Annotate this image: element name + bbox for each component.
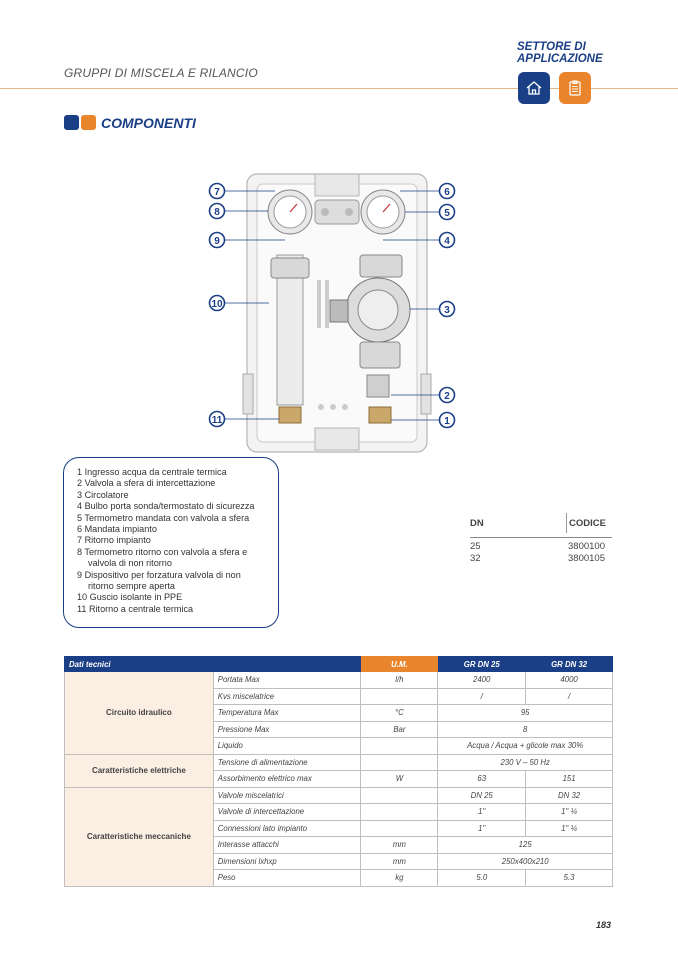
row-um [361,688,438,705]
row-value: 250x400x210 [438,853,613,870]
row-value-dn32: 1" ¼ [526,804,613,821]
row-value-dn32: 1" ¼ [526,820,613,837]
dn-header: DN [470,517,484,529]
legend-item: 8 Termometro ritorno con valvola a sfera e [77,546,248,557]
row-value-dn32: 151 [526,771,613,788]
callout-8 [210,204,225,219]
section-marker-blue [64,115,79,130]
row-value-dn25: 63 [438,771,526,788]
row-label: Liquido [213,738,361,755]
row-label: Interasse attacchi [213,837,361,854]
row-value: Acqua / Acqua + glicole max 30% [438,738,613,755]
codice-header: CODICE [566,513,606,533]
callout-7 [210,184,225,199]
row-value-dn32: / [526,688,613,705]
row-label: Tensione di alimentazione [213,754,361,771]
row-label: Portata Max [213,672,361,689]
svg-text:5: 5 [444,208,450,219]
dn-value: 32 [470,553,481,564]
row-value: 95 [438,705,613,722]
row-label: Connessioni lato impianto [213,820,361,837]
row-value-dn25: 1" [438,820,526,837]
row-um: kg [361,870,438,887]
svg-text:6: 6 [444,187,450,198]
settore-label [517,41,603,65]
header-gr-dn25: GR DN 25 [438,657,526,672]
svg-text:1: 1 [444,416,450,427]
row-um: W [361,771,438,788]
row-value-dn25: 1" [438,804,526,821]
row-value: 8 [438,721,613,738]
table-header-row [65,657,613,672]
svg-text:4: 4 [444,236,450,247]
row-value: 230 V – 50 Hz [438,754,613,771]
product-diagram [205,170,470,460]
row-um [361,804,438,821]
section-header-title: GRUPPI DI MISCELA E RILANCIO [64,66,258,80]
table-row [470,541,612,553]
svg-text:8: 8 [214,207,220,218]
row-um: Bar [361,721,438,738]
row-label: Valvole miscelatrici [213,787,361,804]
category-caratteristiche-elettriche: Caratteristiche elettriche [65,754,214,787]
svg-text:9: 9 [214,236,220,247]
callout-4 [440,233,455,248]
row-label: Temperatura Max [213,705,361,722]
callout-10 [210,296,225,311]
row-um: mm [361,837,438,854]
row-label: Peso [213,870,361,887]
legend-item: 4 Bulbo porta sonda/termostato di sicurezza [77,501,255,512]
legend-item: 9 Dispositivo per forzatura valvola di non [77,569,241,580]
legend-item: 2 Valvola a sfera di intercettazione [77,478,216,489]
code-value: 3800105 [568,553,605,564]
row-value-dn25: DN 25 [438,787,526,804]
code-value: 3800100 [568,541,605,552]
legend-item: 10 Guscio isolante in PPE [77,592,183,603]
row-label: Valvole di intercettazione [213,804,361,821]
row-value-dn32: 5.3 [526,870,613,887]
legend-item: 1 Ingresso acqua da centrale termica [77,467,227,477]
svg-text:11: 11 [211,415,223,426]
callout-2 [440,388,455,403]
header-blank [213,657,361,672]
table-row [65,754,613,771]
svg-text:7: 7 [214,187,220,198]
row-um [361,787,438,804]
svg-text:10: 10 [211,299,223,310]
row-um: °C [361,705,438,722]
legend-item: 5 Termometro mandata con valvola a sfera [77,512,250,523]
settore-line-1: SETTORE DI [517,41,586,53]
legend-item: valvola di non ritorno [88,558,172,569]
table-row [65,672,613,689]
legend-item: 11 Ritorno a centrale termica [77,603,194,614]
callout-3 [440,302,455,317]
legend-item: 6 Mandata impianto [77,524,157,535]
header-gr-dn32: GR DN 32 [526,657,613,672]
header-um: U.M. [361,657,438,672]
industrial-sector-button[interactable] [559,72,591,104]
page-number: 183 [596,920,612,930]
legend-item: 7 Ritorno impianto [77,535,151,546]
table-row [65,787,613,804]
table-row [470,553,612,565]
home-sector-button[interactable] [518,72,550,104]
category-circuito-idraulico: Circuito idraulico [65,672,214,755]
row-label: Pressione Max [213,721,361,738]
category-caratteristiche-meccaniche: Caratteristiche meccaniche [65,787,214,886]
technical-data-table [64,656,613,887]
callout-5 [440,205,455,220]
row-um [361,754,438,771]
callout-6 [440,184,455,199]
row-value-dn25: 2400 [438,672,526,689]
componenti-title: COMPONENTI [101,115,196,131]
settore-line-2: APPLICAZIONE [517,53,603,65]
row-value-dn32: DN 32 [526,787,613,804]
row-um: l/h [361,672,438,689]
components-legend [63,457,279,628]
callout-9 [210,233,225,248]
row-um [361,738,438,755]
home-icon [525,79,543,97]
callout-11 [210,412,225,427]
legend-item: 3 Circolatore [77,489,129,500]
row-value-dn32: 4000 [526,672,613,689]
row-label: Assorbimento elettrico max [213,771,361,788]
row-label: Dimensioni lxhxp [213,853,361,870]
row-um [361,820,438,837]
clipboard-icon [566,79,584,97]
callout-1 [440,413,455,428]
row-value-dn25: / [438,688,526,705]
dn-value: 25 [470,541,481,552]
header-dati-tecnici: Dati tecnici [65,657,214,672]
section-marker-orange [81,115,96,130]
row-label: Kvs miscelatrice [213,688,361,705]
row-value-dn25: 5.0 [438,870,526,887]
svg-text:2: 2 [444,391,450,402]
row-um: mm [361,853,438,870]
svg-text:3: 3 [444,305,450,316]
legend-item: ritorno sempre aperta [88,581,175,592]
row-value: 125 [438,837,613,854]
dn-code-table [470,513,612,565]
